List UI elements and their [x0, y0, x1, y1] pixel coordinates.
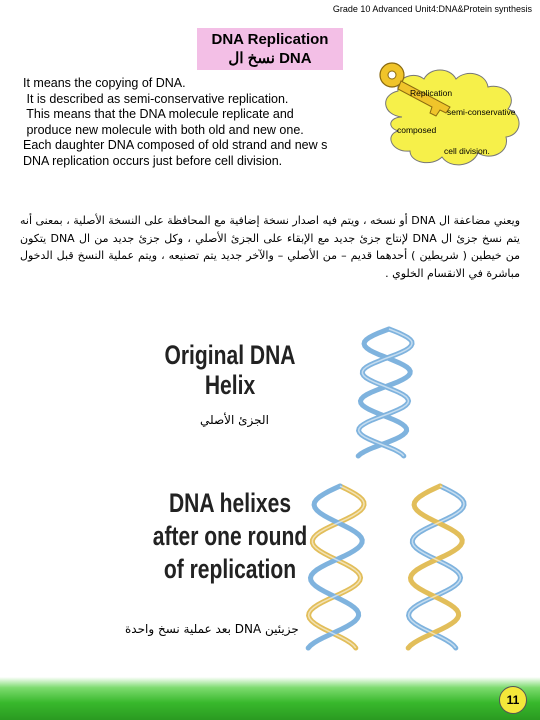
original-helix-caption [136, 340, 323, 400]
intro-line: It is described as semi-conservative replication. [23, 91, 289, 106]
cloud-word-semi-conservative: semi-conservative [447, 107, 516, 117]
original-dna-helix [355, 325, 415, 460]
caption-line: of replication [163, 554, 297, 584]
caption-line: Helix [204, 370, 256, 400]
intro-line: Each daughter DNA composed of old strand and new s [23, 138, 328, 152]
caption-line: DNA helixes [168, 488, 292, 518]
title-arabic: نسخ ال DNA [228, 50, 312, 67]
page-number: 11 [499, 686, 527, 714]
cloud-word-cell-division: cell division. [444, 146, 490, 156]
course-header: Grade 10 Advanced Unit4:DNA&Protein synthesis [332, 4, 532, 14]
original-helix-arabic-caption: الجزئ الأصلي [200, 413, 269, 427]
intro-line: This means that the DNA molecule replicate and [23, 107, 294, 121]
intro-line: DNA replication occurs just before cell division. [23, 153, 283, 168]
daughter-dna-helix-right [405, 482, 467, 652]
page-title [197, 28, 343, 70]
intro-text [23, 76, 368, 169]
caption-line: after one round [152, 521, 308, 551]
arabic-explanation: ويعني مضاعفة ال DNA أو نسخه ، ويتم فيه اصدار نسخة إضافية مع المحافظة على النسخة الأصلية ، بمعنى أنه يتم نسخ جزئ ال DNA لإنتاج جزئ جديد مع الإبقاء على الجزئ الأصلي ، وكل جزئ جديد من ال DNA يتكون من خيطين ( شريطين ) أحدهما قديم – من الأصلي – والآخر جديد يتم تصنيعه ، ويتم عملية النسخ قبل الدخول مباشرة في الانقسام الخلوي . [20, 214, 521, 280]
daughter-dna-helix-left [305, 482, 367, 652]
replicated-helix-arabic-caption: جزيئين DNA بعد عملية نسخ واحدة [125, 622, 299, 636]
footer-bar [0, 677, 540, 720]
key-cloud [372, 55, 537, 175]
caption-line: Original DNA [164, 340, 296, 370]
cloud-word-replication: Replication [410, 88, 453, 98]
title-english: DNA Replication [211, 31, 329, 48]
intro-line: produce new molecule with both old and new one. [23, 122, 304, 137]
intro-line: It means the copying of DNA. [23, 76, 186, 90]
cloud-word-composed: composed [397, 125, 437, 135]
